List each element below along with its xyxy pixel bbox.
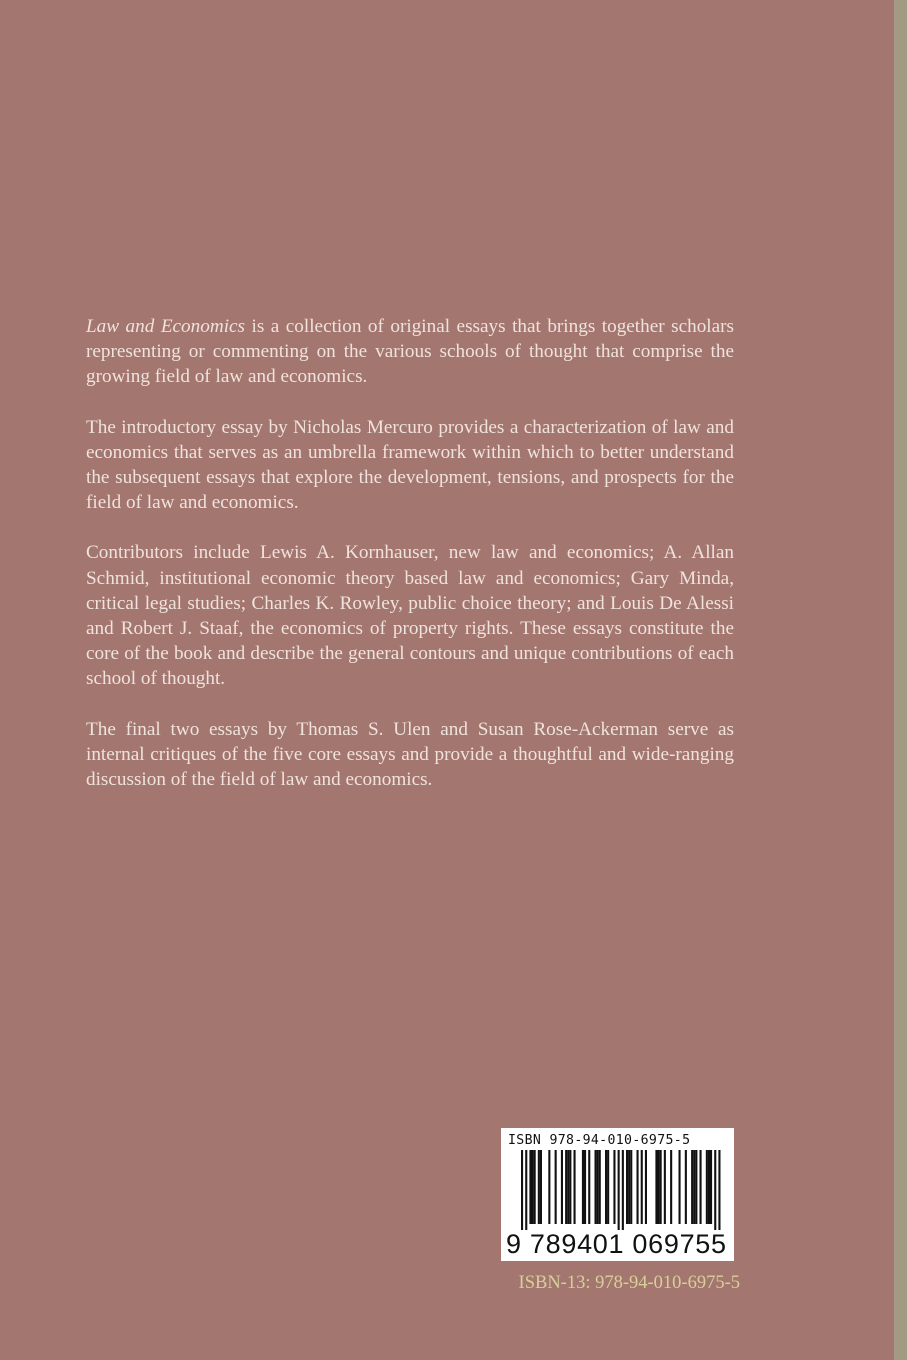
barcode-bar [664, 1150, 666, 1224]
barcode-bar [567, 1150, 569, 1224]
barcode-digits: 9 789401 069755 [506, 1229, 727, 1259]
barcode-bar [607, 1150, 609, 1224]
barcode-bar [548, 1150, 550, 1224]
blurb-paragraph-2: The introductory essay by Nicholas Mercuro provides a characterization of law and economics that serves as an umbrella framework within which to better understand the subsequent essays that explore the development, tensions, and prospects for the field of law and economics. [86, 416, 734, 514]
barcode-bar [588, 1150, 590, 1224]
barcode-bar [555, 1150, 557, 1224]
barcode-bar [605, 1150, 607, 1224]
blurb-paragraph-4: The final two essays by Thomas S. Ulen and Susan Rose-Ackerman serve as internal critiques of the five core essays and provide a thoughtful and wide-ranging discussion of the field of law and economics. [86, 718, 734, 791]
barcode-bar [597, 1150, 599, 1224]
barcode-bar [622, 1150, 624, 1230]
barcode-bar [710, 1150, 712, 1224]
barcode-bar [658, 1150, 660, 1224]
barcode-bar [613, 1150, 615, 1224]
barcode-bar [708, 1150, 710, 1224]
barcode-bar [569, 1150, 571, 1224]
barcode-bar [695, 1150, 697, 1224]
barcode-bar [532, 1150, 534, 1224]
barcode-bar [582, 1150, 584, 1224]
barcode-label [501, 1128, 734, 1261]
barcode-bar [599, 1150, 601, 1224]
barcode-bar [693, 1150, 695, 1224]
barcode-bar [691, 1150, 693, 1224]
blurb-paragraph-3: Contributors include Lewis A. Kornhauser, new law and economics; A. Allan Schmid, institutional economic theory based law and economics; Gary Minda, critical legal studies; Charles K. Rowley, public choice theory; and Louis De Alessi and Robert J. Staaf, the economics of property rights. These essays constitute the core of the book and describe the general contours and unique contributions of each school of thought. [86, 542, 734, 690]
barcode-bar [718, 1150, 720, 1230]
barcode-bar [706, 1150, 708, 1224]
barcode-bar [655, 1150, 657, 1224]
barcode-bar [628, 1150, 630, 1224]
barcode-bar [538, 1150, 540, 1224]
cover-blurb [86, 314, 734, 792]
isbn-13-label: ISBN-13: 978-94-010-6975-5 [518, 1273, 740, 1293]
barcode-bar [574, 1150, 576, 1224]
blurb-paragraph-1-text: is a collection of original essays that brings together scholars representing or commenting on the various schools of thought that comprise the growing field of law and economics. [86, 316, 734, 388]
book-title-italic: Law and Economics [86, 316, 246, 337]
barcode-bar [637, 1150, 639, 1224]
barcode-bar [630, 1150, 632, 1224]
barcode-bar [660, 1150, 662, 1224]
barcode-bar [521, 1150, 523, 1230]
barcode-bar [618, 1150, 620, 1230]
blurb-paragraph-1 [86, 314, 734, 390]
barcode-bar [565, 1150, 567, 1224]
barcode-bar [540, 1150, 542, 1224]
barcode-bar [685, 1150, 687, 1224]
barcode-icon [501, 1150, 734, 1230]
barcode-bar [529, 1150, 531, 1224]
barcode-bar [679, 1150, 681, 1224]
barcode-bar [584, 1150, 586, 1224]
spine-edge-strip [894, 0, 907, 1360]
barcode-bar [641, 1150, 643, 1224]
barcode-isbn-text: ISBN 978-94-010-6975-5 [508, 1133, 691, 1148]
barcode-bar [626, 1150, 628, 1224]
barcode-bar [645, 1150, 647, 1224]
barcode-bar [670, 1150, 672, 1224]
barcode-bar [700, 1150, 702, 1224]
barcode-bar [595, 1150, 597, 1224]
barcode-bar [525, 1150, 527, 1230]
barcode-bar [534, 1150, 536, 1224]
barcode-bar [714, 1150, 716, 1230]
barcode-bar [561, 1150, 563, 1224]
